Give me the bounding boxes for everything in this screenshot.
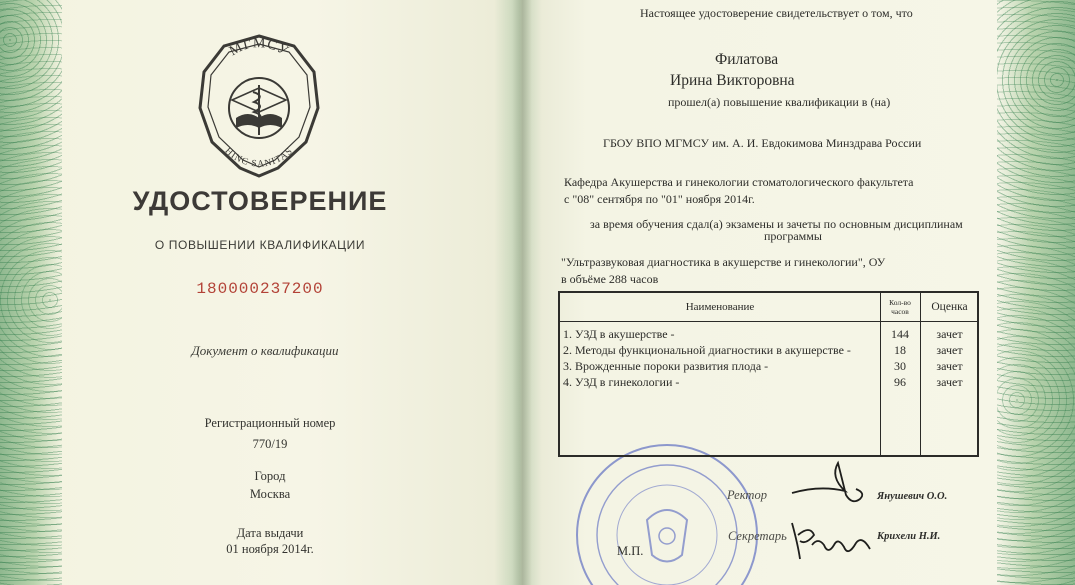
secretary-name: Крихели Н.И. xyxy=(877,531,941,542)
program-volume: в объёме 288 часов xyxy=(561,272,659,286)
certificate-title: УДОСТОВЕРЕНИЕ xyxy=(132,186,388,216)
row-hours: 96 xyxy=(894,375,906,389)
rector-signature-icon xyxy=(790,455,880,515)
department: Кафедра Акушерства и гинекологии стоматологического факультета xyxy=(564,175,914,189)
row-grade: зачет xyxy=(936,375,963,389)
row-grade: зачет xyxy=(936,343,963,357)
city-label: Город xyxy=(254,469,286,483)
table-row xyxy=(560,343,979,359)
table-row xyxy=(560,375,979,391)
svg-text:HINC SANITAS xyxy=(223,146,296,169)
surname: Филатова xyxy=(715,51,779,68)
disciplines-table xyxy=(558,291,979,457)
right-guilloche-border xyxy=(997,0,1075,585)
issue-date: 01 ноября 2014г. xyxy=(226,542,314,556)
table-row xyxy=(560,359,979,375)
rector-name: Янушевич О.О. xyxy=(877,491,948,502)
document-type: Документ о квалификации xyxy=(191,343,339,358)
issue-date-label: Дата выдачи xyxy=(236,526,304,540)
secretary-label: Секретарь xyxy=(728,529,787,543)
row-grade: зачет xyxy=(936,359,963,373)
header-name: Наименование xyxy=(685,301,755,313)
left-page xyxy=(0,0,520,585)
city-value: Москва xyxy=(249,487,291,501)
institution: ГБОУ ВПО МГМСУ им. А. И. Евдокимова Минздрава России xyxy=(603,136,922,150)
header-grade: Оценка xyxy=(931,301,968,313)
passed-text: прошел(а) повышение квалификации в (на) xyxy=(668,95,891,109)
secretary-signature-icon xyxy=(788,515,878,565)
row-name: 1. УЗД в акушерстве - xyxy=(563,327,675,341)
row-grade: зачет xyxy=(936,327,963,341)
registration-label: Регистрационный номер xyxy=(204,416,336,430)
serial-number: 180000237200 xyxy=(196,280,324,298)
row-hours: 18 xyxy=(894,343,906,357)
table-header xyxy=(560,293,977,322)
row-name: 2. Методы функциональной диагностики в акушерстве - xyxy=(563,343,851,357)
rector-label: Ректор xyxy=(727,488,767,502)
university-emblem-icon xyxy=(196,30,322,180)
header-hours: Кол-во часов xyxy=(889,298,911,316)
book-fold xyxy=(512,0,532,585)
exams-text-line2: программы xyxy=(764,229,822,243)
certificate-subtitle: О ПОВЫШЕНИИ КВАЛИФИКАЦИИ xyxy=(154,238,366,252)
stamp-place: М.П. xyxy=(617,544,644,558)
row-name: 4. УЗД в гинекологии - xyxy=(563,375,680,389)
official-seal-icon xyxy=(572,440,762,585)
right-page xyxy=(520,0,1075,585)
emblem-top-text: МГМСУ xyxy=(226,36,292,60)
study-period: с "08" сентября по "01" ноября 2014г. xyxy=(564,192,755,206)
program-name: "Ультразвуковая диагностика в акушерстве и гинекологии", ОУ xyxy=(561,255,886,269)
given-names: Ирина Викторовна xyxy=(670,72,795,89)
intro-text: Настоящее удостоверение свидетельствует о том, что xyxy=(640,6,913,20)
row-hours: 30 xyxy=(894,359,906,373)
registration-number: 770/19 xyxy=(252,437,288,451)
table-row xyxy=(560,327,979,343)
svg-text:МГМСУ xyxy=(227,36,291,59)
emblem-bottom-text: HINC SANITAS xyxy=(222,146,296,170)
exams-text-line1: за время обучения сдал(а) экзамены и зачеты по основным дисциплинам xyxy=(590,217,963,231)
row-name: 3. Врожденные пороки развития плода - xyxy=(563,359,769,373)
row-hours: 144 xyxy=(891,327,909,341)
